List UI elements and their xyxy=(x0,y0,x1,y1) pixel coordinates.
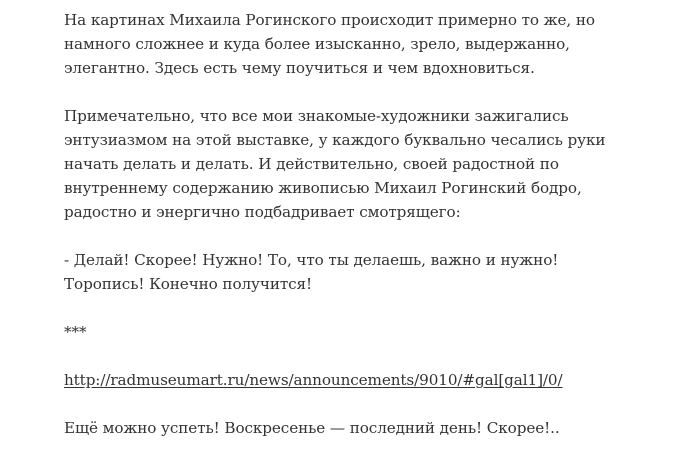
link-paragraph xyxy=(64,368,624,392)
paragraph-artists: Примечательно, что все мои знакомые-художники зажигались энтузиазмом на этой выставке, у каждого буквально чесались руки начать делать и делать. И действительно, своей радостной по внутреннему содержанию живописью Михаил Рогинский бодро, радостно и энергично подбадривает смотрящего: xyxy=(64,107,606,221)
exhibition-link[interactable]: http://radmuseumart.ru/news/announcements/9010/#gal[gal1]/0/ xyxy=(64,371,563,389)
paragraph-quote: - Делай! Скорее! Нужно! То, что ты делаешь, важно и нужно! Торопись! Конечно получится! xyxy=(64,251,559,293)
paragraph-closing: Ещё можно успеть! Воскресенье — последний день! Скорее!.. xyxy=(64,419,560,437)
article-body xyxy=(64,8,624,464)
paragraph-intro: На картинах Михаила Рогинского происходит примерно то же, но намного сложнее и куда более изысканно, зрело, выдержанно, элегантно. Здесь есть чему поучиться и чем вдохновиться. xyxy=(64,11,595,77)
section-separator: *** xyxy=(64,323,87,341)
